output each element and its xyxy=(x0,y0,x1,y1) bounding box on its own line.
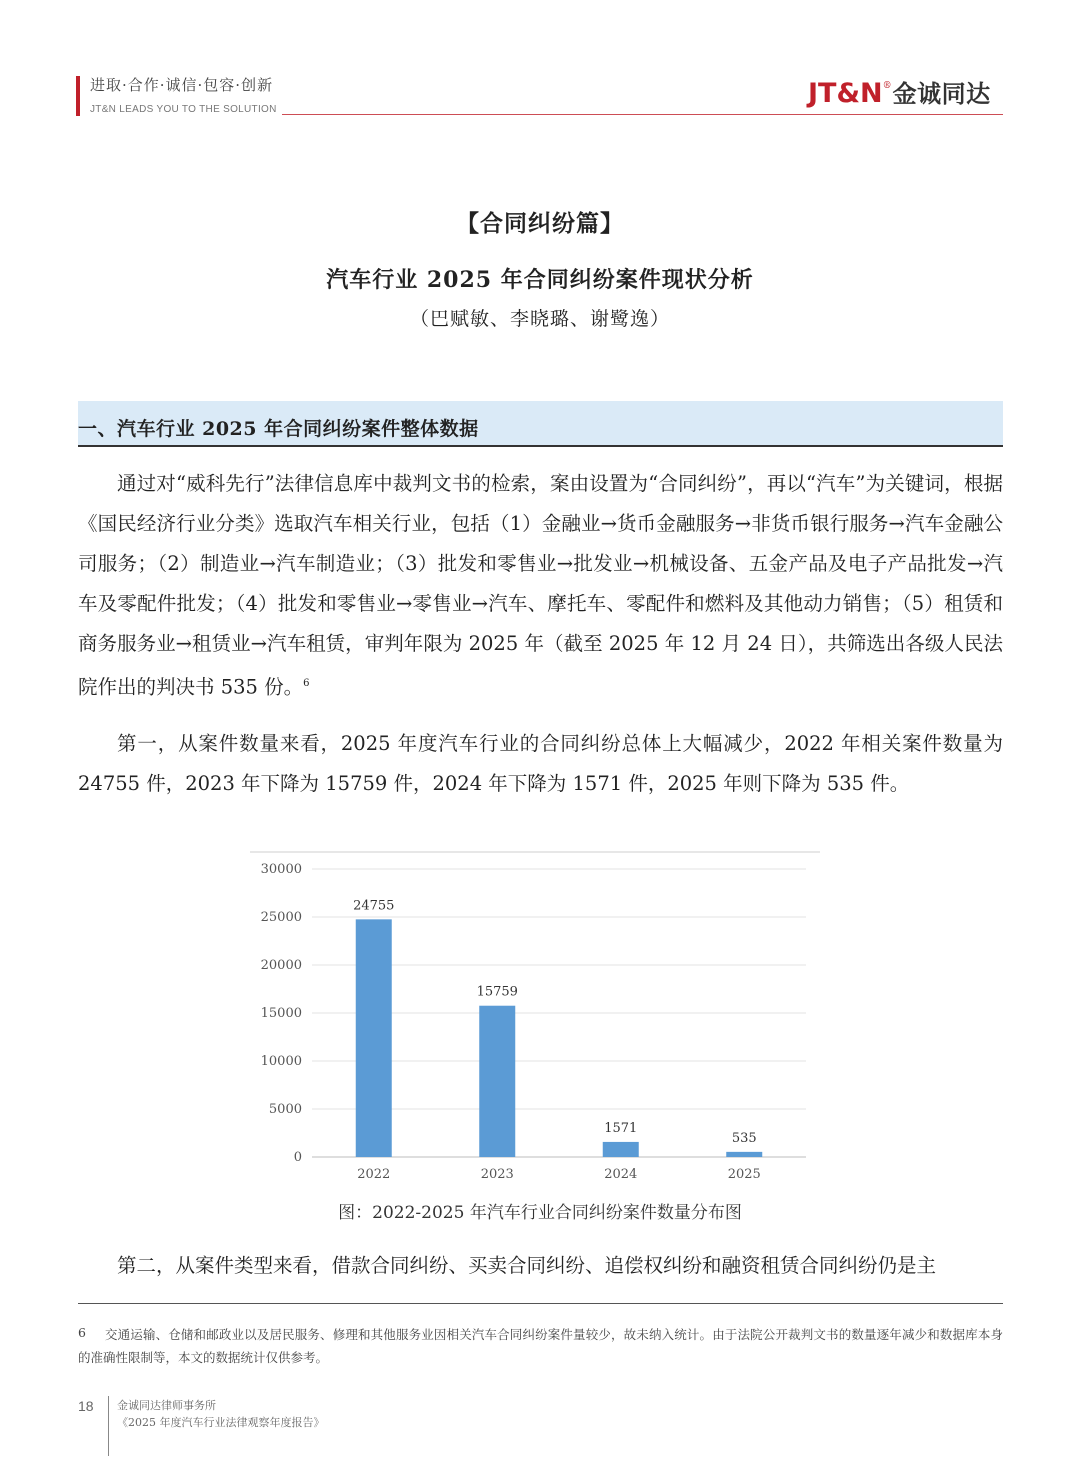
footnote-text: 交通运输、仓储和邮政业以及居民服务、修理和其他服务业因相关汽车合同纠纷案件量较少，故未纳入统计。由于法院公开裁判文书的数量逐年减少和数据库本身的准确性限制等，本文的数据统计仅供参考。 xyxy=(78,1327,1003,1365)
bar-2024 xyxy=(603,1142,639,1157)
footnote-rule xyxy=(78,1303,1003,1304)
bar-2023 xyxy=(479,1006,515,1157)
header-accent-bar xyxy=(76,76,80,116)
x-tick-label-2024: 2024 xyxy=(604,1167,638,1182)
header-subtitle: JT&N LEADS YOU TO THE SOLUTION xyxy=(90,104,277,115)
logo-latin-text: JT&N xyxy=(808,78,883,109)
paragraph-1-text: 通过对“威科先行”法律信息库中裁判文书的检索，案由设置为“合同纠纷”，再以“汽车”为关键词，根据《国民经济行业分类》选取汽车相关行业，包括（1）金融业→货币金融服务→非货币银行服务→汽车金融公司服务；（2）制造业→汽车制造业；（3）批发和零售业→批发业→机械设备、五金产品及电子产品批发→汽车及零配件批发；（4）批发和零售业→零售业→汽车、摩托车、零配件和燃料及其他动力销售；（5）租赁和商务服务业→租赁业→汽车租赁，审判年限为 2025 年（截至 2025 年 12 月 24 日），共筛选出各级人民法院作出的判决书 535 份。 xyxy=(78,472,1003,699)
paragraph-1 xyxy=(78,464,1003,708)
y-tick-label-30000: 30000 xyxy=(260,862,302,877)
paragraph-3: 第二，从案件类型来看，借款合同纠纷、买卖合同纠纷、追偿权纠纷和融资租赁合同纠纷仍是主 xyxy=(117,1254,937,1277)
section-heading: 一、汽车行业 2025 年合同纠纷案件整体数据 xyxy=(78,418,479,440)
page-number: 18 xyxy=(78,1398,94,1414)
data-label-2024: 1571 xyxy=(604,1120,638,1136)
chart-y-tick-labels xyxy=(261,862,302,1165)
bar-chart xyxy=(250,840,830,1190)
x-tick-label-2025: 2025 xyxy=(727,1167,761,1182)
firm-logo xyxy=(808,74,991,110)
footnote-number: 6 xyxy=(78,1325,86,1340)
data-label-2025: 535 xyxy=(731,1130,757,1146)
paragraph-2: 第一，从案件数量来看，2025 年度汽车行业的合同纠纷总体上大幅减少，2022 年相关案件数量为 24755 件，2023 年下降为 15759 件，2024 年下降为 1571 件，2025 年则下降为 535 件。 xyxy=(78,732,1003,795)
y-tick-label-5000: 5000 xyxy=(268,1102,302,1117)
authors: （巴赋敏、李晓璐、谢鹭逸） xyxy=(409,308,670,330)
y-tick-label-0: 0 xyxy=(293,1150,302,1165)
bar-2025 xyxy=(726,1152,762,1157)
chart-caption: 图：2022-2025 年汽车行业合同纠纷案件数量分布图 xyxy=(338,1203,742,1223)
header-slogan: 进取·合作·诚信·包容·创新 xyxy=(90,76,274,94)
logo-registered-mark: ® xyxy=(882,81,892,91)
y-tick-label-10000: 10000 xyxy=(260,1054,302,1069)
footer-report: 《2025 年度汽车行业法律观察年度报告》 xyxy=(117,1416,325,1429)
chart-gridlines xyxy=(250,852,820,1157)
x-tick-label-2023: 2023 xyxy=(480,1167,514,1182)
x-tick-label-2022: 2022 xyxy=(357,1167,391,1182)
y-tick-label-20000: 20000 xyxy=(260,958,302,973)
chart-x-tick-labels xyxy=(357,1167,761,1182)
page-title: 汽车行业 2025 年合同纠纷案件现状分析 xyxy=(326,267,754,293)
header-rule xyxy=(282,114,1003,115)
footer-divider xyxy=(108,1396,109,1456)
footer-firm: 金诚同达律师事务所 xyxy=(117,1399,216,1412)
section-tag: 【合同纠纷篇】 xyxy=(456,210,624,237)
y-tick-label-15000: 15000 xyxy=(260,1006,302,1021)
data-label-2023: 15759 xyxy=(476,984,518,1000)
bar-2022 xyxy=(356,919,392,1157)
y-tick-label-25000: 25000 xyxy=(260,910,302,925)
data-label-2022: 24755 xyxy=(353,898,395,914)
chart-bars xyxy=(356,919,763,1157)
footnote-ref[interactable]: 6 xyxy=(303,678,310,689)
logo-chinese-text: 金诚同达 xyxy=(892,80,991,108)
